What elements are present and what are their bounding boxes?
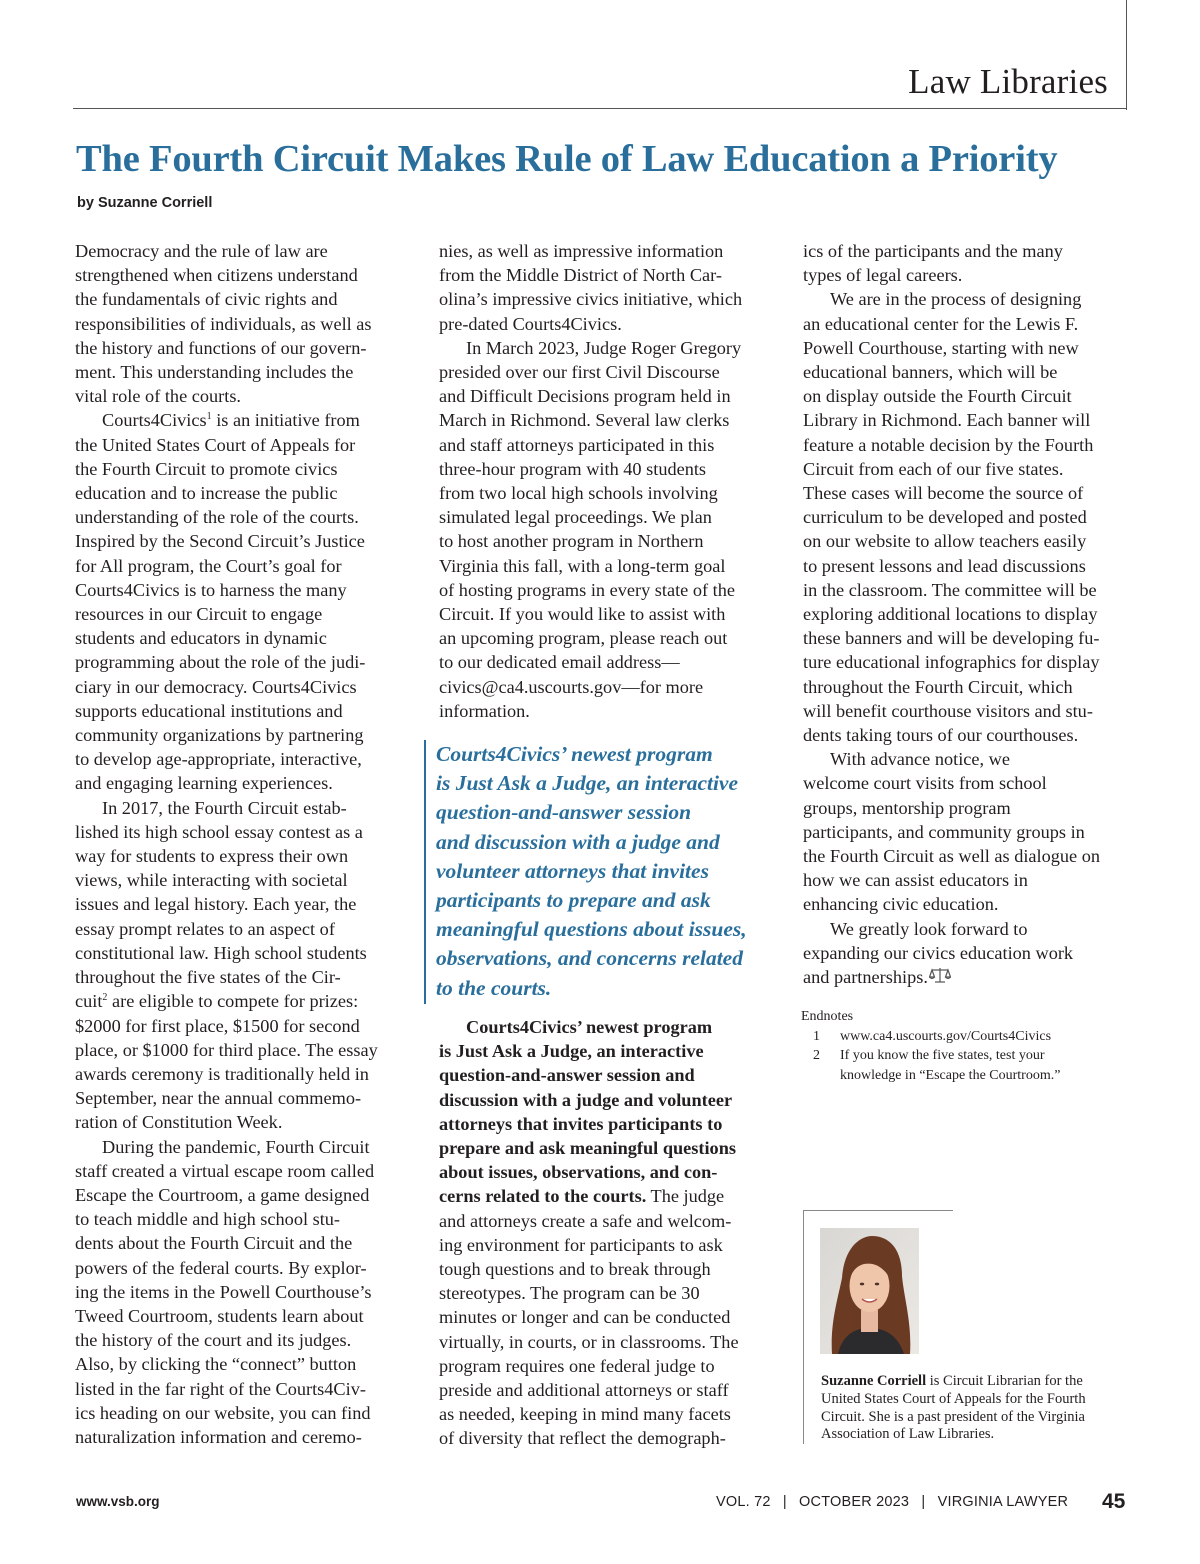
- text-line: Democracy and the rule of law are: [75, 241, 328, 261]
- text-line: [803, 965, 1143, 990]
- text-line: presided over our first Civil Discourse: [439, 362, 720, 383]
- text-line: civics@ca4.uscourts.gov—for more: [439, 676, 704, 697]
- text-line: feature a notable decision by the Fourth: [803, 434, 1094, 455]
- pullquote-line: volunteer attorneys that invites: [436, 858, 709, 883]
- text-line: participants, and community groups in: [803, 821, 1085, 842]
- text-line: and engaging learning experiences.: [75, 773, 333, 794]
- text-line: and attorneys create a safe and welcom-: [439, 1210, 732, 1231]
- text-line: In March 2023, Judge Roger Gregory: [466, 337, 742, 358]
- footer-publication: VIRGINIA LAWYER: [937, 1494, 1069, 1510]
- text-line: an educational center for the Lewis F.: [803, 313, 1079, 334]
- text-line: and Difficult Decisions program held in: [439, 386, 731, 407]
- endnote-ref-1: 1: [206, 411, 212, 423]
- text-line: Inspired by the Second Circuit’s Justice: [75, 531, 365, 552]
- text-line: virtually, in courts, or in classrooms. The: [439, 1331, 739, 1352]
- text-line: on display outside the Fourth Circuit: [803, 386, 1072, 407]
- pullquote-line: meaningful questions about issues,: [436, 917, 747, 942]
- author-bio: [821, 1373, 1086, 1444]
- endnote-ref-2: 2: [102, 992, 108, 1004]
- text-line: Powell Courthouse, starting with new: [803, 337, 1079, 358]
- endnote-item: [801, 1027, 1060, 1047]
- text-line: programming about the role of the judi-: [75, 652, 366, 673]
- text-line: of diversity that reflect the demograph-: [439, 1428, 726, 1449]
- header-horizontal-rule: [73, 108, 1127, 109]
- text-line: Courts4Civics is to harness the many: [75, 579, 347, 600]
- text-line: groups, mentorship program: [803, 797, 1011, 818]
- text-line: views, while interacting with societal: [75, 870, 348, 891]
- footer-issue: OCTOBER 2023: [799, 1494, 910, 1510]
- text-line: from two local high schools involving: [439, 483, 718, 504]
- endnote-text-continued: knowledge in “Escape the Courtroom.”: [840, 1067, 1061, 1083]
- text-line: attorneys that invites participants to: [439, 1113, 723, 1134]
- text-line: curriculum to be developed and posted: [803, 507, 1087, 528]
- text-line: staff created a virtual escape room called: [75, 1160, 375, 1181]
- text-line: Circuit. If you would like to assist with: [439, 604, 726, 625]
- text-line: powers of the federal courts. By explor-: [75, 1257, 367, 1278]
- text-line: prepare and ask meaningful questions: [439, 1138, 736, 1159]
- page-number: 45: [1102, 1490, 1126, 1513]
- text-line: exploring additional locations to display: [803, 604, 1098, 625]
- pullquote-rule: [424, 740, 426, 1004]
- article-column-3: [803, 239, 1143, 990]
- text-line: to teach middle and high school stu-: [75, 1209, 341, 1230]
- text-line: community organizations by partnering: [75, 725, 364, 746]
- text-line: ration of Constitution Week.: [75, 1112, 283, 1133]
- text-line: [75, 989, 415, 1013]
- bio-line: Circuit. She is a past president of the Virginia: [821, 1408, 1085, 1425]
- text-fragment: are eligible to compete for prizes:: [112, 991, 359, 1012]
- scales-of-justice-icon: [929, 966, 951, 990]
- text-fragment: is Circuit Librarian for the: [926, 1373, 1083, 1389]
- bio-box-rule: [803, 1210, 804, 1444]
- article-column-1: [75, 239, 415, 1449]
- text-line: education and to increase the public: [75, 483, 338, 504]
- text-fragment: and partnerships.: [803, 967, 928, 988]
- text-line: types of legal careers.: [803, 265, 963, 286]
- text-fragment: cerns related to the courts.: [439, 1186, 647, 1207]
- section-heading: Law Libraries: [908, 62, 1108, 101]
- pullquote: [436, 740, 747, 1003]
- endnote-number: 1: [813, 1028, 820, 1044]
- pullquote-line: Courts4Civics’ newest program: [436, 742, 713, 766]
- text-line: essay prompt relates to an aspect of: [75, 918, 335, 939]
- bio-line: [821, 1373, 1086, 1391]
- text-line: ics heading on our website, you can find: [75, 1402, 371, 1423]
- text-line: question-and-answer session and: [439, 1065, 695, 1086]
- text-line: throughout the Fourth Circuit, which: [803, 676, 1073, 697]
- text-line: issues and legal history. Each year, the: [75, 894, 357, 915]
- text-line: and staff attorneys participated in this: [439, 434, 715, 455]
- bio-line: United States Court of Appeals for the Fourth: [821, 1390, 1086, 1407]
- text-line: With advance notice, we: [830, 749, 1010, 770]
- text-line: as needed, keeping in mind many facets: [439, 1404, 731, 1425]
- text-line: welcome court visits from school: [803, 773, 1047, 794]
- footer-separator: |: [782, 1494, 787, 1510]
- endnote-item: [801, 1046, 1060, 1066]
- text-line: an upcoming program, please reach out: [439, 628, 728, 649]
- text-line: These cases will become the source of: [803, 483, 1084, 504]
- text-line: how we can assist educators in: [803, 870, 1028, 891]
- text-line: September, near the annual commemo-: [75, 1088, 362, 1109]
- text-line: enhancing civic education.: [803, 894, 999, 915]
- author-photo: [820, 1228, 919, 1354]
- endnotes-heading: Endnotes: [801, 1009, 854, 1024]
- text-line: to host another program in Northern: [439, 531, 704, 552]
- text-fragment: The judge: [646, 1186, 725, 1207]
- text-line: Tweed Courtroom, students learn about: [75, 1305, 364, 1326]
- footer-website: www.vsb.org: [76, 1494, 160, 1509]
- text-line: dents about the Fourth Circuit and the: [75, 1233, 353, 1254]
- courts4civics-term: Courts4Civics: [102, 410, 207, 431]
- text-line: Also, by clicking the “connect” button: [75, 1354, 357, 1375]
- footer-separator: |: [921, 1494, 926, 1510]
- pullquote-line: participants to prepare and ask: [436, 888, 711, 913]
- text-line: March in Richmond. Several law clerks: [439, 410, 730, 431]
- text-line: awards ceremony is traditionally held in: [75, 1063, 369, 1084]
- text-line: naturalization information and ceremo-: [75, 1426, 362, 1447]
- article-column-2: [439, 239, 784, 723]
- text-line: to develop age-appropriate, interactive,: [75, 749, 362, 770]
- pullquote-line: observations, and concerns related: [436, 946, 743, 971]
- text-line: ciary in our democracy. Courts4Civics: [75, 676, 357, 697]
- text-line: is Just Ask a Judge, an interactive: [439, 1041, 704, 1062]
- article-title: The Fourth Circuit Makes Rule of Law Education a Priority: [76, 138, 1058, 180]
- text-line: We are in the process of designing: [830, 289, 1082, 310]
- author-name: Suzanne Corriell: [821, 1373, 927, 1389]
- text-line: the United States Court of Appeals for: [75, 434, 356, 455]
- text-line: ment. This understanding includes the: [75, 362, 354, 383]
- footer-volume: VOL. 72: [716, 1494, 771, 1510]
- pullquote-line: to the courts.: [436, 975, 552, 1000]
- text-line: place, or $1000 for third place. The essay: [75, 1039, 378, 1060]
- text-line: about issues, observations, and con-: [439, 1162, 718, 1183]
- text-line: simulated legal proceedings. We plan: [439, 507, 712, 528]
- text-line: will benefit courthouse visitors and stu-: [803, 700, 1093, 721]
- text-line: ics of the participants and the many: [803, 241, 1063, 261]
- text-line: stereotypes. The program can be 30: [439, 1283, 700, 1304]
- text-line: to our dedicated email address—: [439, 652, 680, 673]
- article-byline: by Suzanne Corriell: [77, 195, 213, 211]
- text-line: We greatly look forward to: [830, 918, 1028, 939]
- text-line: tough questions and to break through: [439, 1259, 711, 1280]
- text-line: students and educators in dynamic: [75, 628, 327, 649]
- header-vertical-rule: [1126, 0, 1127, 110]
- text-line: educational banners, which will be: [803, 362, 1058, 383]
- text-line: on our website to allow teachers easily: [803, 531, 1087, 552]
- text-line: these banners and will be developing fu-: [803, 628, 1100, 649]
- text-fragment: cuit: [75, 991, 103, 1012]
- pullquote-line: is Just Ask a Judge, an interactive: [436, 771, 739, 796]
- text-line: In 2017, the Fourth Circuit estab-: [102, 797, 347, 818]
- text-line: the history of the court and its judges.: [75, 1330, 352, 1351]
- text-line: information.: [439, 700, 530, 721]
- endnote-text: If you know the five states, test your: [840, 1048, 1045, 1063]
- pullquote-line: question-and-answer session: [436, 800, 692, 825]
- bio-line: Association of Law Libraries.: [821, 1426, 995, 1443]
- text-line: Virginia this fall, with a long-term goal: [439, 555, 726, 576]
- footer-issue-info: [716, 1494, 1068, 1510]
- bio-box-rule: [803, 1210, 953, 1211]
- text-line: vital role of the courts.: [75, 386, 242, 407]
- text-line: Circuit from each of our five states.: [803, 458, 1064, 479]
- text-line: Escape the Courtroom, a game designed: [75, 1184, 370, 1205]
- text-line: from the Middle District of North Car-: [439, 265, 722, 286]
- text-line: dents taking tours of our courthouses.: [803, 725, 1079, 746]
- text-line: throughout the five states of the Cir-: [75, 967, 341, 988]
- text-line: the Fourth Circuit as well as dialogue on: [803, 846, 1101, 867]
- text-line: lished its high school essay contest as a: [75, 821, 363, 842]
- text-line: the fundamentals of civic rights and: [75, 289, 338, 310]
- text-line: ing the items in the Powell Courthouse’s: [75, 1281, 372, 1302]
- article-column-2-continued: [439, 1015, 784, 1451]
- pullquote-line: and discussion with a judge and: [436, 829, 720, 854]
- text-line: resources in our Circuit to engage: [75, 604, 323, 625]
- text-line: of hosting programs in every state of the: [439, 579, 735, 600]
- text-line: nies, as well as impressive information: [439, 241, 724, 261]
- text-line: program requires one federal judge to: [439, 1355, 715, 1376]
- text-line: supports educational institutions and: [75, 700, 343, 721]
- text-line: [439, 1184, 784, 1208]
- text-line: strengthened when citizens understand: [75, 265, 358, 286]
- text-fragment: is an initiative from: [216, 410, 360, 431]
- text-line: for All program, the Court’s goal for: [75, 555, 342, 576]
- text-line: ing environment for participants to ask: [439, 1234, 723, 1255]
- text-line: responsibilities of individuals, as well as: [75, 313, 372, 334]
- text-line: During the pandemic, Fourth Circuit: [102, 1136, 370, 1157]
- text-line: in the classroom. The committee will be: [803, 579, 1097, 600]
- text-line: pre-dated Courts4Civics.: [439, 313, 622, 334]
- text-line: listed in the far right of the Courts4Civ-: [75, 1378, 366, 1399]
- text-line: expanding our civics education work: [803, 942, 1074, 963]
- text-line: way for students to express their own: [75, 846, 349, 867]
- text-line: understanding of the role of the courts.: [75, 507, 359, 528]
- text-line: [75, 408, 415, 432]
- text-line: to present lessons and lead discussions: [803, 555, 1086, 576]
- text-line: Courts4Civics’ newest program: [466, 1017, 713, 1037]
- text-line: minutes or longer and can be conducted: [439, 1307, 731, 1328]
- text-line: ture educational infographics for display: [803, 652, 1100, 673]
- text-line: three-hour program with 40 students: [439, 458, 707, 479]
- text-line: preside and additional attorneys or staff: [439, 1380, 729, 1401]
- endnote-text: www.ca4.uscourts.gov/Courts4Civics: [840, 1028, 1052, 1044]
- text-line: the Fourth Circuit to promote civics: [75, 458, 338, 479]
- text-line: olina’s impressive civics initiative, which: [439, 289, 743, 310]
- text-line: discussion with a judge and volunteer: [439, 1089, 733, 1110]
- text-line: the history and functions of our govern-: [75, 337, 367, 358]
- text-line: constitutional law. High school students: [75, 942, 367, 963]
- text-line: $2000 for first place, $1500 for second: [75, 1015, 360, 1036]
- endnotes: [801, 1007, 1060, 1085]
- text-line: Library in Richmond. Each banner will: [803, 410, 1091, 431]
- endnote-number: 2: [813, 1048, 820, 1063]
